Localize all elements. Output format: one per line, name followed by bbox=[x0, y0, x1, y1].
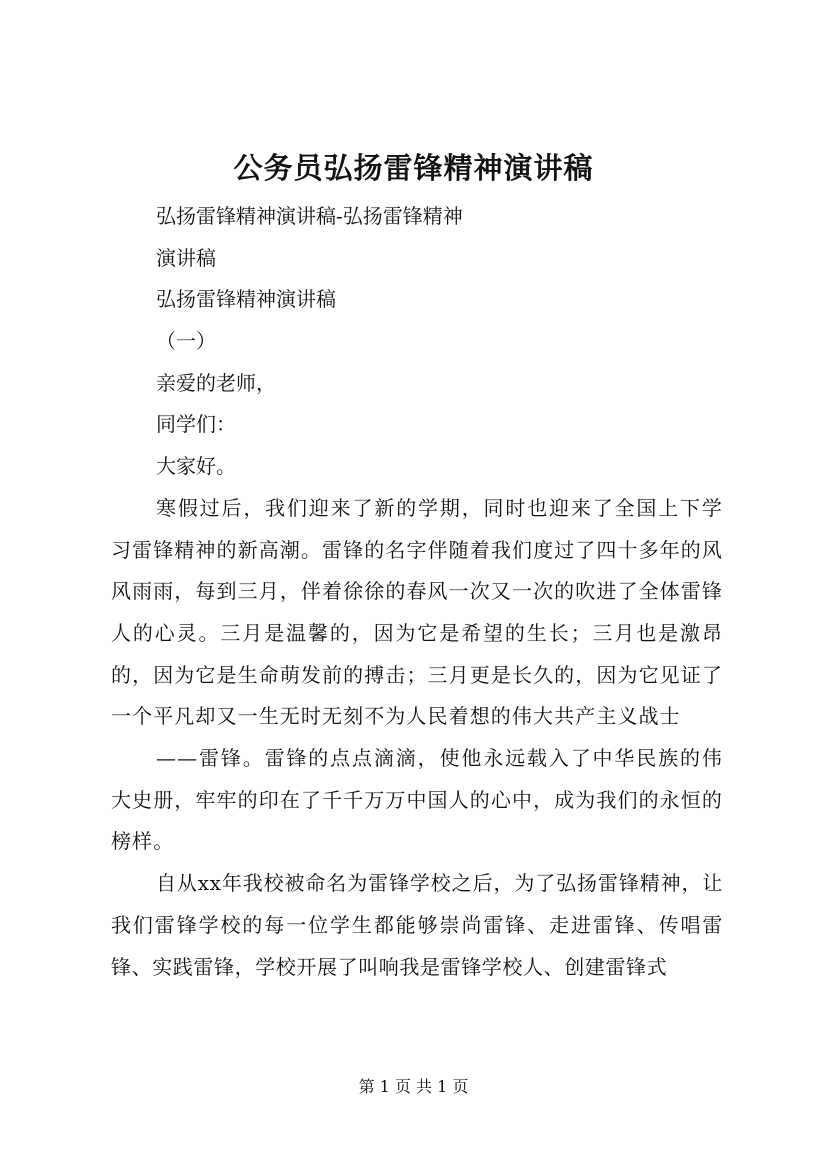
greeting-teachers: 亲爱的老师， bbox=[156, 370, 276, 395]
paragraph-3: 自从xx年我校被命名为雷锋学校之后，为了弘扬雷锋精神，让我们雷锋学校的每一位学生都能够崇尚雷锋、走进雷锋、传唱雷锋、实践雷锋，学校开展了叫响我是雷锋学校人、创建雷锋式 bbox=[111, 871, 723, 979]
subtitle-line-2: 演讲稿 bbox=[156, 245, 216, 270]
greeting-students: 同学们： bbox=[156, 412, 236, 437]
greeting-all: 大家好。 bbox=[156, 454, 236, 479]
subtitle-line-1: 弘扬雷锋精神演讲稿-弘扬雷锋精神 bbox=[156, 204, 463, 228]
section-number: （一） bbox=[156, 329, 216, 354]
subtitle-line-3: 弘扬雷锋精神演讲稿 bbox=[156, 287, 336, 312]
paragraph-2: ——雷锋。雷锋的点点滴滴，使他永远载入了中华民族的伟大史册，牢牢的印在了千千万万中国人的心中，成为我们的永恒的榜样。 bbox=[111, 746, 723, 854]
page-footer: 第 1 页 共 1 页 bbox=[358, 1077, 469, 1096]
document-title: 公务员弘扬雷锋精神演讲稿 bbox=[233, 151, 594, 185]
paragraph-1: 寒假过后，我们迎来了新的学期，同时也迎来了全国上下学习雷锋精神的新高潮。雷锋的名字伴随着我们度过了四十多年的风风雨雨，每到三月，伴着徐徐的春风一次又一次的吹进了全体雷锋人的心灵。三月是温馨的，因为它是希望的生长；三月也是激昂的，因为它是生命萌发前的搏击；三月更是长久的，因为它见证了一个平凡却又一生无时无刻不为人民着想的伟大共产主义战士 bbox=[111, 495, 723, 729]
document-body bbox=[111, 196, 723, 988]
